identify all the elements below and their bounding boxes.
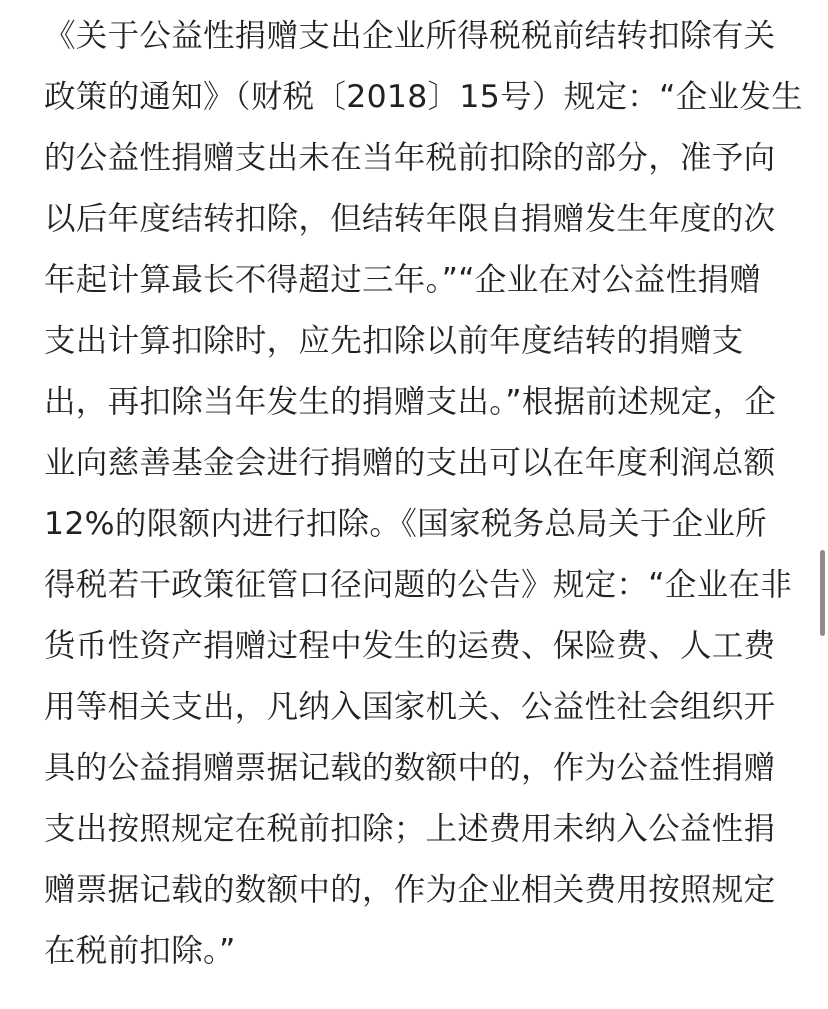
article-line: 支出按照规定在税前扣除；上述费用未纳入公益性捐	[44, 811, 776, 847]
article-line: 年起计算最长不得超过三年。”“企业在对公益性捐赠	[44, 262, 762, 298]
vertical-scrollbar[interactable]	[818, 0, 828, 1009]
article-line: 的公益性捐赠支出未在当年税前扣除的部分，准予向	[44, 140, 776, 176]
article-line: 得税若干政策征管口径问题的公告》规定：“企业在非	[44, 567, 793, 603]
article-line: 以后年度结转扣除，但结转年限自捐赠发生年度的次	[44, 201, 776, 237]
scrollbar-thumb[interactable]	[820, 550, 825, 636]
article-line: 业向慈善基金会进行捐赠的支出可以在年度利润总额	[44, 445, 776, 481]
article-line: 《关于公益性捐赠支出企业所得税税前结转扣除有关	[44, 18, 776, 54]
article-line: 货币性资产捐赠过程中发生的运费、保险费、人工费	[44, 628, 776, 664]
article-line: 12%的限额内进行扣除。《国家税务总局关于企业所	[44, 506, 767, 542]
article-line: 出，再扣除当年发生的捐赠支出。”根据前述规定，企	[44, 384, 777, 420]
article-line: 赠票据记载的数额中的，作为企业相关费用按照规定	[44, 872, 776, 908]
article-body	[44, 6, 804, 982]
article-line: 政策的通知》（财税〔2018〕15号）规定：“企业发生	[44, 79, 803, 115]
article-line: 用等相关支出，凡纳入国家机关、公益性社会组织开	[44, 689, 776, 725]
article-line: 支出计算扣除时，应先扣除以前年度结转的捐赠支	[44, 323, 744, 359]
article-line: 在税前扣除。”	[44, 933, 236, 969]
article-line: 具的公益捐赠票据记载的数额中的，作为公益性捐赠	[44, 750, 776, 786]
